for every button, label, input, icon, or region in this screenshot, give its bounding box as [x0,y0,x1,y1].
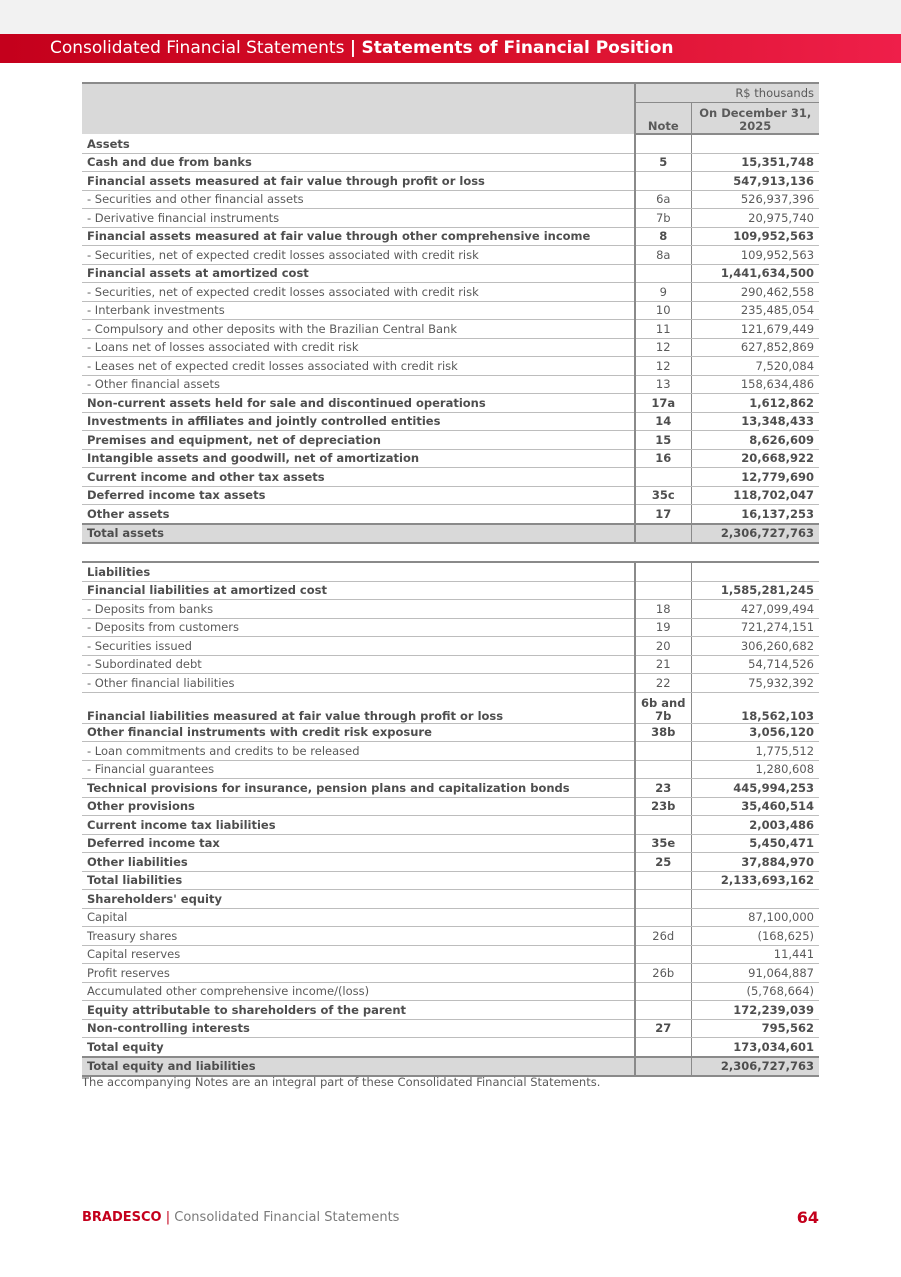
row-label: Other assets [82,505,635,524]
table-row [82,562,819,581]
row-label: - Deposits from customers [82,618,635,637]
row-label: Financial liabilities measured at fair value through profit or loss [82,692,635,723]
table-row [82,890,819,909]
row-label: Other provisions [82,797,635,816]
table-row [82,964,819,983]
row-value: 8,626,609 [691,431,819,450]
row-value: 109,952,563 [691,227,819,246]
row-value: 172,239,039 [691,1001,819,1020]
table-row [82,927,819,946]
row-note [635,871,691,890]
row-note: 7b [635,209,691,228]
table-row [82,742,819,761]
table-row [82,581,819,600]
table-row [82,505,819,524]
table-row [82,723,819,742]
row-value: 2,306,727,763 [691,524,819,544]
row-label: Intangible assets and goodwill, net of amortization [82,449,635,468]
table-row [82,637,819,656]
row-note: 26d [635,927,691,946]
row-value: 306,260,682 [691,637,819,656]
table-row [82,982,819,1001]
row-note: 35e [635,834,691,853]
table-row [82,524,819,544]
row-note: 27 [635,1019,691,1038]
row-label: Total assets [82,524,635,544]
row-note [635,945,691,964]
table-row [82,945,819,964]
row-value: 11,441 [691,945,819,964]
row-note: 20 [635,637,691,656]
row-note: 25 [635,853,691,872]
row-note: 18 [635,600,691,619]
table-row [82,600,819,619]
row-note: 15 [635,431,691,450]
row-value: 5,450,471 [691,834,819,853]
row-value: 37,884,970 [691,853,819,872]
section-title: Statements of Financial Position [361,38,674,58]
row-value: 2,003,486 [691,816,819,835]
row-note: 14 [635,412,691,431]
row-note: 38b [635,723,691,742]
row-label: Profit reserves [82,964,635,983]
row-label: Technical provisions for insurance, pension plans and capitalization bonds [82,779,635,798]
row-value: 20,975,740 [691,209,819,228]
row-value: 1,775,512 [691,742,819,761]
row-value: 627,852,869 [691,338,819,357]
table-header-row [82,83,819,103]
row-value: 109,952,563 [691,246,819,265]
page-number: 64 [796,1208,819,1227]
row-value: 20,668,922 [691,449,819,468]
table-row [82,486,819,505]
page-footer [82,1210,819,1228]
row-label: Equity attributable to shareholders of the parent [82,1001,635,1020]
table-row [82,264,819,283]
row-value: 87,100,000 [691,908,819,927]
row-note [635,562,691,581]
row-note: 26b [635,964,691,983]
row-note: 13 [635,375,691,394]
row-note: 6b and 7b [635,692,691,723]
row-label: Financial liabilities at amortized cost [82,581,635,600]
row-label: Non-current assets held for sale and discontinued operations [82,394,635,413]
table-row [82,153,819,172]
table-row [82,797,819,816]
row-value: 3,056,120 [691,723,819,742]
row-value: 1,612,862 [691,394,819,413]
row-label: - Interbank investments [82,301,635,320]
top-margin [0,0,901,34]
row-label: Capital reserves [82,945,635,964]
table-row [82,853,819,872]
row-value: 235,485,054 [691,301,819,320]
row-value: (168,625) [691,927,819,946]
row-value: 1,585,281,245 [691,581,819,600]
row-label: Financial assets measured at fair value through profit or loss [82,172,635,191]
table-row [82,412,819,431]
table-row [82,692,819,723]
row-note [635,172,691,191]
row-label: Treasury shares [82,927,635,946]
row-value [691,890,819,909]
table-row [82,283,819,302]
row-note [635,581,691,600]
table-row [82,908,819,927]
row-note: 22 [635,674,691,693]
row-note [635,890,691,909]
row-label: - Other financial liabilities [82,674,635,693]
row-note: 8 [635,227,691,246]
table-row [82,449,819,468]
row-label: - Loan commitments and credits to be released [82,742,635,761]
row-value: 16,137,253 [691,505,819,524]
footer-separator: | [165,1210,171,1225]
row-note: 5 [635,153,691,172]
table-row [82,1057,819,1077]
table-row [82,816,819,835]
row-note [635,816,691,835]
table-row [82,301,819,320]
footer-doc-title: Consolidated Financial Statements [174,1210,400,1225]
table-row [82,1019,819,1038]
table-row [82,134,819,153]
row-note: 10 [635,301,691,320]
table-row [82,468,819,487]
row-note [635,760,691,779]
row-label: Total liabilities [82,871,635,890]
row-value: 290,462,558 [691,283,819,302]
row-label: Total equity and liabilities [82,1057,635,1077]
table-row [82,674,819,693]
row-label: - Derivative financial instruments [82,209,635,228]
financial-position-table [82,82,819,1077]
row-note: 16 [635,449,691,468]
row-value: 7,520,084 [691,357,819,376]
table-row [82,618,819,637]
row-note [635,742,691,761]
row-value: 173,034,601 [691,1038,819,1057]
row-value: 795,562 [691,1019,819,1038]
row-note: 17 [635,505,691,524]
row-label: - Securities, net of expected credit losses associated with credit risk [82,246,635,265]
table-row [82,246,819,265]
row-gap [82,543,819,562]
table-row [82,779,819,798]
row-label: Accumulated other comprehensive income/(loss) [82,982,635,1001]
table-row [82,834,819,853]
row-value: 1,280,608 [691,760,819,779]
row-value: 75,932,392 [691,674,819,693]
row-note: 9 [635,283,691,302]
unit-label: R$ thousands [635,83,819,103]
row-value: (5,768,664) [691,982,819,1001]
row-label: Financial assets measured at fair value through other comprehensive income [82,227,635,246]
table-row [82,655,819,674]
table-row [82,357,819,376]
doc-title: Consolidated Financial Statements [50,38,345,58]
table-row [82,871,819,890]
row-label: - Other financial assets [82,375,635,394]
row-label: Cash and due from banks [82,153,635,172]
row-label: - Securities, net of expected credit losses associated with credit risk [82,283,635,302]
row-note: 6a [635,190,691,209]
row-value: 547,913,136 [691,172,819,191]
row-note: 23b [635,797,691,816]
row-label: - Financial guarantees [82,760,635,779]
row-note: 17a [635,394,691,413]
row-value: 445,994,253 [691,779,819,798]
row-value: 118,702,047 [691,486,819,505]
row-note: 11 [635,320,691,339]
row-note [635,1057,691,1077]
row-value [691,562,819,581]
row-note [635,468,691,487]
row-label: Capital [82,908,635,927]
row-label: Deferred income tax assets [82,486,635,505]
row-value: 18,562,103 [691,692,819,723]
row-value: 91,064,887 [691,964,819,983]
row-label: Assets [82,134,635,153]
row-note [635,1001,691,1020]
row-label: Deferred income tax [82,834,635,853]
table-row [82,375,819,394]
header-blank [82,83,635,134]
row-value: 54,714,526 [691,655,819,674]
date-column-header: On December 31, 2025 [691,103,819,135]
table-row [82,1001,819,1020]
table-row [82,227,819,246]
row-label: - Securities and other financial assets [82,190,635,209]
row-label: Shareholders' equity [82,890,635,909]
row-value: 1,441,634,500 [691,264,819,283]
row-label: Non-controlling interests [82,1019,635,1038]
row-label: Investments in affiliates and jointly controlled entities [82,412,635,431]
table-row [82,431,819,450]
row-note [635,982,691,1001]
row-note [635,134,691,153]
note-column-header: Note [635,103,691,135]
row-value: 121,679,449 [691,320,819,339]
header-banner [0,34,901,63]
row-note [635,908,691,927]
row-note [635,264,691,283]
table-row [82,1038,819,1057]
table-row [82,760,819,779]
row-note: 35c [635,486,691,505]
row-value: 2,133,693,162 [691,871,819,890]
row-label: - Securities issued [82,637,635,656]
row-value: 13,348,433 [691,412,819,431]
row-label: Current income tax liabilities [82,816,635,835]
footnote: The accompanying Notes are an integral part of these Consolidated Financial Statements. [82,1075,601,1089]
row-note: 21 [635,655,691,674]
row-label: Other liabilities [82,853,635,872]
row-label: Current income and other tax assets [82,468,635,487]
row-label: - Subordinated debt [82,655,635,674]
row-value: 158,634,486 [691,375,819,394]
table-row [82,190,819,209]
row-note: 23 [635,779,691,798]
brand-name: BRADESCO [82,1210,162,1225]
row-label: - Deposits from banks [82,600,635,619]
row-label: - Compulsory and other deposits with the Brazilian Central Bank [82,320,635,339]
row-label: - Leases net of expected credit losses associated with credit risk [82,357,635,376]
row-value: 2,306,727,763 [691,1057,819,1077]
row-value: 721,274,151 [691,618,819,637]
table-row [82,209,819,228]
row-value: 526,937,396 [691,190,819,209]
row-note: 19 [635,618,691,637]
row-note [635,524,691,544]
row-label: Liabilities [82,562,635,581]
row-note [635,1038,691,1057]
table-row [82,543,819,562]
row-value [691,134,819,153]
row-value: 35,460,514 [691,797,819,816]
table-row [82,172,819,191]
row-value: 427,099,494 [691,600,819,619]
table-row [82,394,819,413]
row-label: - Loans net of losses associated with credit risk [82,338,635,357]
row-note: 12 [635,357,691,376]
row-note: 8a [635,246,691,265]
row-value: 12,779,690 [691,468,819,487]
row-label: Financial assets at amortized cost [82,264,635,283]
row-label: Premises and equipment, net of depreciation [82,431,635,450]
row-value: 15,351,748 [691,153,819,172]
table-row [82,338,819,357]
title-separator: | [349,38,357,58]
table-row [82,320,819,339]
row-label: Total equity [82,1038,635,1057]
row-label: Other financial instruments with credit risk exposure [82,723,635,742]
row-note: 12 [635,338,691,357]
